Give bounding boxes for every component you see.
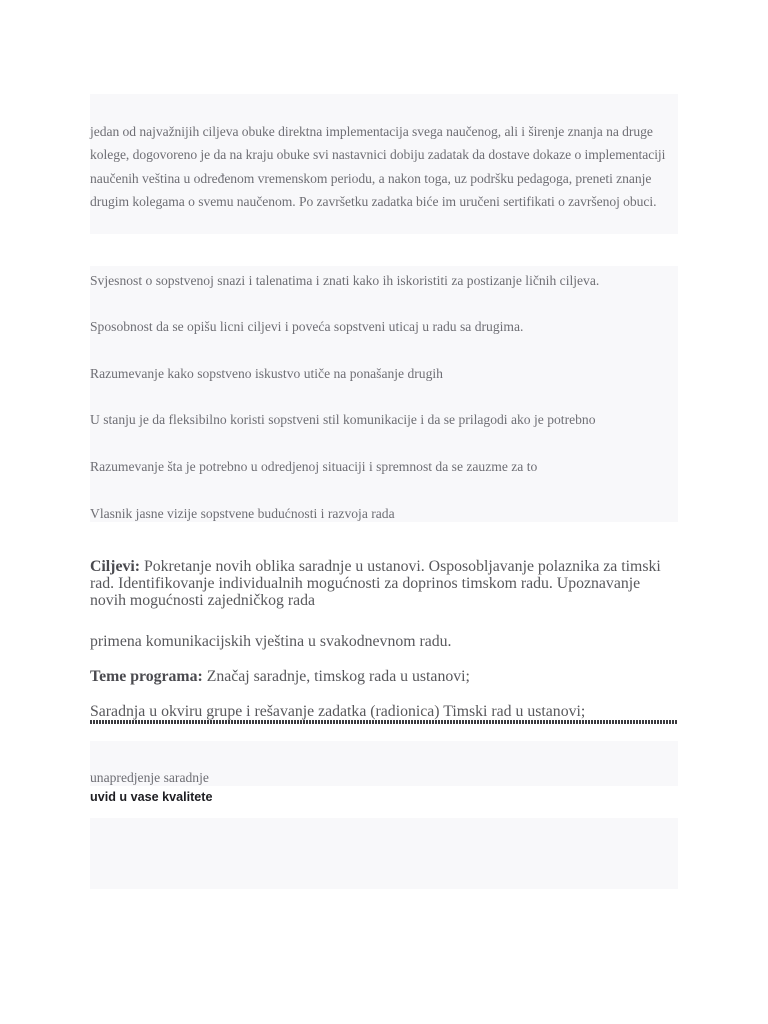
skill-item: Sposobnost da se opišu licni ciljevi i poveća sopstveni uticaj u radu sa drugima. xyxy=(90,319,524,334)
goals-text: Pokretanje novih oblika saradnje u ustanovi. Osposobljavanje polaznika za timski rad. Identifikovanje individualnih mogućnosti za doprinos timskom radu. Upoznavanje novih mogućnosti zajedničkog rada xyxy=(90,558,661,609)
skill-item: Svjesnost o sopstvenoj snazi i talenatima i znati kako ih iskoristiti za postizanje ličnih ciljeva. xyxy=(90,273,600,288)
skill-item: Razumevanje kako sopstveno iskustvo utiče na ponašanje drugih xyxy=(90,366,443,381)
skill-item: Vlasnik jasne vizije sopstvene budućnosti i razvoja rada xyxy=(90,506,395,521)
goals-label: Ciljevi: xyxy=(90,558,141,575)
skill-item: U stanju je da fleksibilno koristi sopstveni stil komunikacije i da se prilagodi ako je potrebno xyxy=(90,412,596,427)
program-text: Značaj saradnje, timskog rada u ustanovi; xyxy=(202,668,470,685)
saradnja-line: Saradnja u okviru grupe i rešavanje zadatka (radionica) Timski rad u ustanovi; xyxy=(90,703,586,720)
goals-paragraph xyxy=(90,558,680,609)
intro-paragraph: jedan od najvažnijih ciljeva obuke direktna implementacija svega naučenog, ali i širenje znanja na druge kolege, dogovoreno je da na kraju obuke svi nastavnici dobiju zadatak da dostave dokaze o implementaciji naučenih veština u određenom vremenskom periodu, a nakon toga, uz podršku pedagoga, preneti znanje drugim kolegama o svemu naučenom. Po završetku zadatka biće im uručeni sertifikati o završenoj obuci. xyxy=(90,124,666,210)
unapredjenje-panel xyxy=(90,741,678,786)
program-topics xyxy=(90,668,680,685)
skills-panel xyxy=(90,266,678,522)
dotted-divider xyxy=(90,720,678,724)
skill-item: Razumevanje šta je potrebno u odredjenoj situaciji i spremnost da se zauzme za to xyxy=(90,459,538,474)
uvid-text: uvid u vase kvalitete xyxy=(90,790,213,804)
intro-panel xyxy=(90,94,678,234)
primena-line: primena komunikacijskih vještina u svakodnevnom radu. xyxy=(90,633,452,650)
program-label: Teme programa: xyxy=(90,668,203,685)
unapredjenje-text: unapredjenje saradnje xyxy=(90,770,209,785)
empty-panel xyxy=(90,818,678,889)
